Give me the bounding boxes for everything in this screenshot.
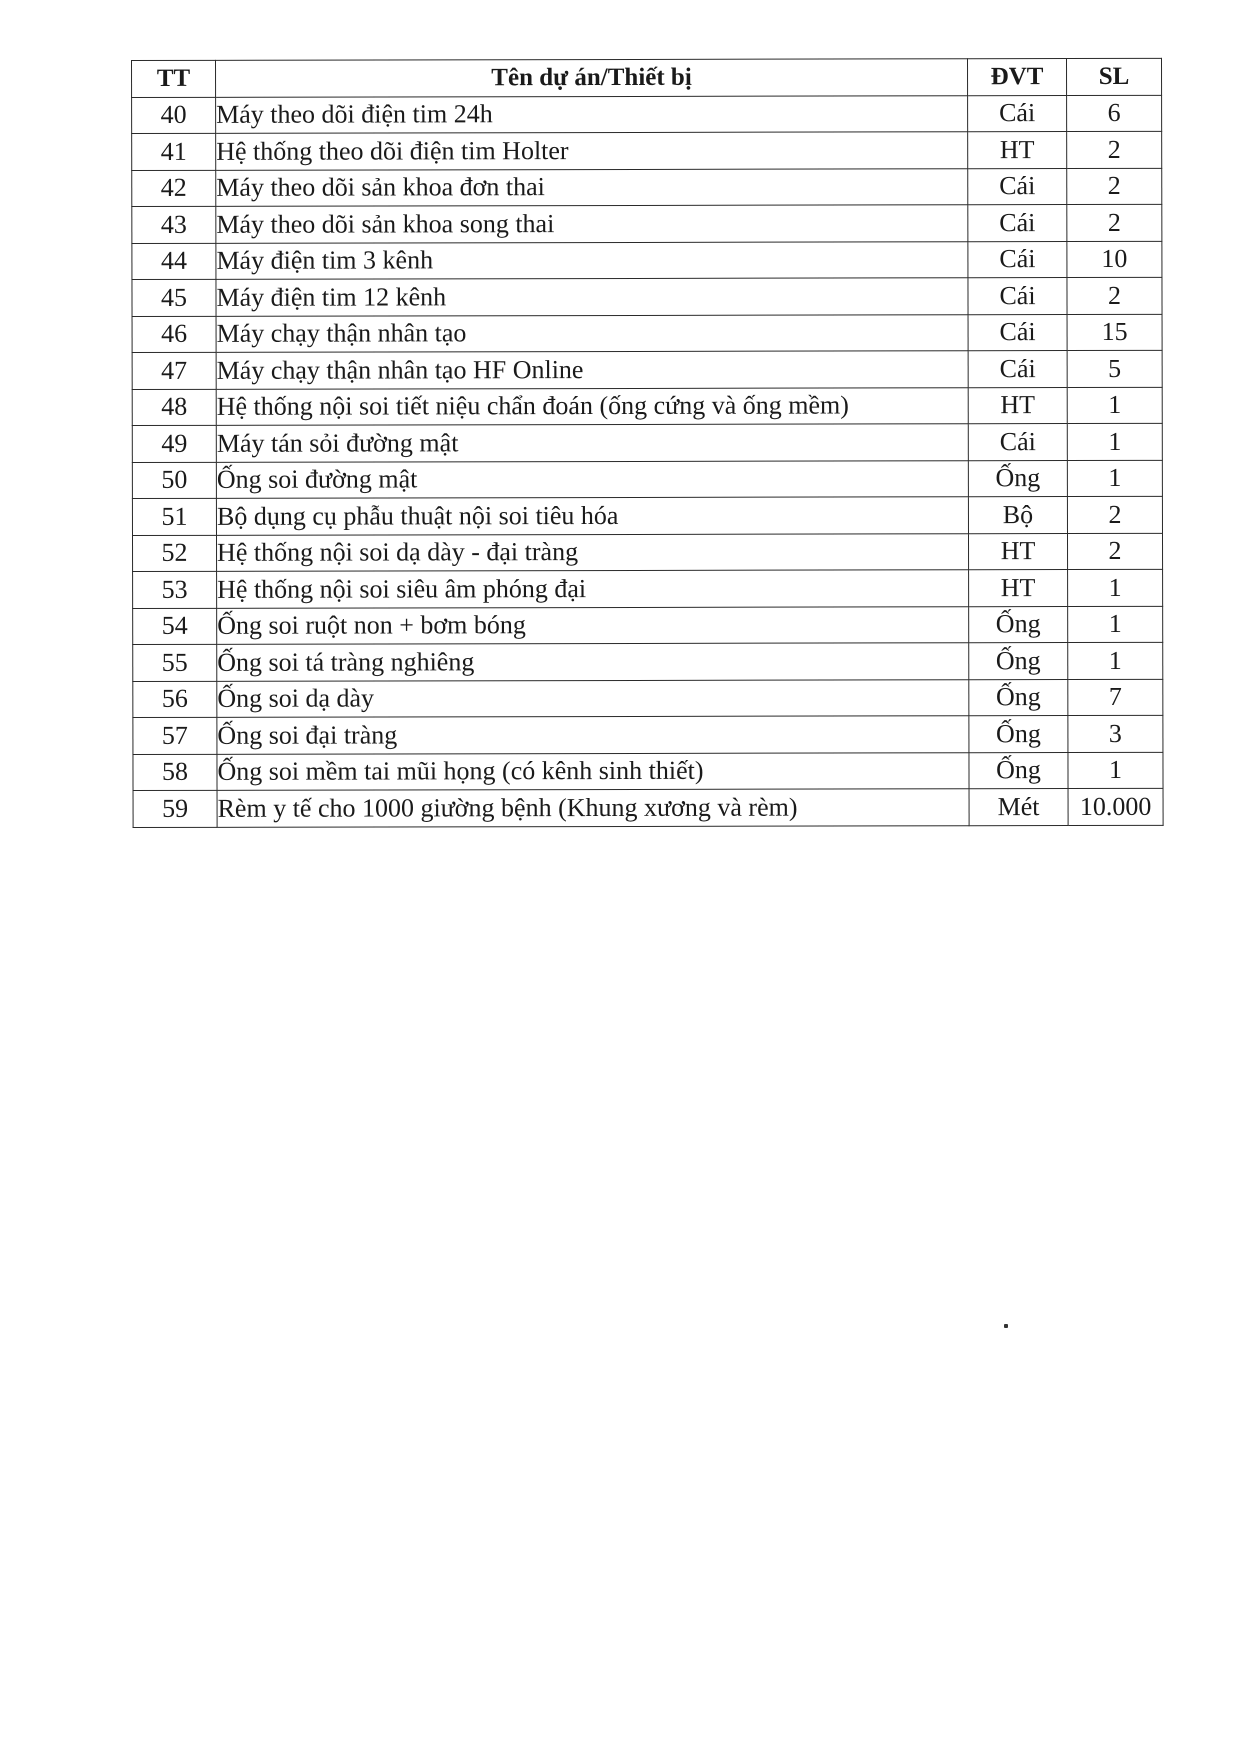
table-row	[133, 788, 1163, 827]
cell-name: Ống soi ruột non + bơm bóng	[217, 606, 969, 644]
cell-tt: 49	[132, 425, 216, 462]
cell-unit: Bộ	[968, 497, 1067, 534]
cell-unit: Cái	[968, 241, 1067, 278]
cell-tt: 41	[132, 133, 216, 170]
cell-tt: 43	[132, 206, 216, 243]
table-row	[133, 606, 1163, 645]
cell-unit: Ống	[968, 460, 1067, 497]
table-row	[132, 460, 1162, 499]
cell-tt: 47	[132, 352, 216, 389]
table-row	[133, 752, 1163, 791]
table-row	[132, 496, 1162, 535]
table-row	[132, 533, 1162, 572]
cell-name: Bộ dụng cụ phẫu thuật nội soi tiêu hóa	[216, 497, 968, 535]
cell-qty: 1	[1067, 460, 1162, 497]
cell-unit: Cái	[968, 314, 1067, 351]
cell-name: Hệ thống nội soi siêu âm phóng đại	[217, 570, 969, 608]
cell-qty: 2	[1067, 496, 1162, 533]
cell-tt: 46	[132, 316, 216, 353]
cell-name: Máy theo dõi sản khoa song thai	[216, 205, 968, 243]
table-row	[132, 168, 1162, 207]
table-row	[133, 715, 1163, 754]
header-qty: SL	[1066, 58, 1161, 95]
table-row	[132, 423, 1162, 462]
cell-unit: Cái	[968, 424, 1067, 461]
cell-name: Hệ thống nội soi tiết niệu chẩn đoán (ống cứng và ống mềm)	[216, 387, 968, 425]
cell-tt: 48	[132, 389, 216, 426]
cell-unit: Cái	[968, 278, 1067, 315]
table-row	[132, 241, 1162, 280]
cell-name: Máy chạy thận nhân tạo HF Online	[216, 351, 968, 389]
cell-qty: 15	[1067, 314, 1162, 351]
cell-unit: Ống	[969, 679, 1068, 716]
cell-qty: 1	[1068, 752, 1163, 789]
cell-tt: 55	[133, 644, 217, 681]
cell-qty: 2	[1067, 204, 1162, 241]
cell-unit: HT	[968, 132, 1067, 169]
cell-tt: 53	[133, 571, 217, 608]
cell-unit: Cái	[968, 168, 1067, 205]
table-row	[132, 387, 1162, 426]
cell-unit: Ống	[969, 752, 1068, 789]
table-row	[133, 569, 1163, 608]
cell-qty: 1	[1068, 606, 1163, 643]
cell-tt: 40	[132, 97, 216, 134]
cell-name: Ống soi dạ dày	[217, 679, 969, 717]
table-header-row	[132, 58, 1162, 97]
equipment-table	[131, 58, 1164, 828]
cell-tt: 51	[132, 498, 216, 535]
table-row	[132, 314, 1162, 353]
cell-qty: 3	[1068, 715, 1163, 752]
cell-qty: 2	[1067, 168, 1162, 205]
cell-name: Ống soi mềm tai mũi họng (có kênh sinh thiết)	[217, 752, 969, 790]
cell-tt: 57	[133, 717, 217, 754]
cell-unit: Ống	[969, 716, 1068, 753]
cell-tt: 59	[133, 790, 217, 827]
cell-unit: HT	[969, 570, 1068, 607]
cell-qty: 1	[1067, 423, 1162, 460]
cell-unit: Cái	[968, 95, 1067, 132]
table-row	[133, 679, 1163, 718]
table-row	[132, 95, 1162, 134]
cell-name: Máy điện tim 12 kênh	[216, 278, 968, 316]
cell-name: Rèm y tế cho 1000 giường bệnh (Khung xương và rèm)	[217, 789, 969, 827]
cell-tt: 52	[132, 535, 216, 572]
cell-unit: HT	[968, 533, 1067, 570]
cell-name: Máy chạy thận nhân tạo	[216, 314, 968, 352]
cell-qty: 5	[1067, 350, 1162, 387]
cell-unit: Mét	[969, 789, 1068, 826]
table-row	[132, 277, 1162, 316]
cell-qty: 7	[1068, 679, 1163, 716]
cell-qty: 2	[1067, 131, 1162, 168]
cell-name: Hệ thống nội soi dạ dày - đại tràng	[216, 533, 968, 571]
table-row	[133, 642, 1163, 681]
cell-unit: Ống	[969, 606, 1068, 643]
cell-name: Máy theo dõi điện tim 24h	[216, 95, 968, 133]
cell-tt: 54	[133, 608, 217, 645]
scan-speck	[1004, 1324, 1008, 1328]
cell-tt: 45	[132, 279, 216, 316]
cell-unit: Cái	[968, 205, 1067, 242]
cell-qty: 1	[1068, 569, 1163, 606]
cell-tt: 50	[132, 462, 216, 499]
header-name: Tên dự án/Thiết bị	[216, 59, 968, 97]
cell-qty: 1	[1068, 642, 1163, 679]
cell-qty: 2	[1067, 533, 1162, 570]
cell-tt: 44	[132, 243, 216, 280]
header-tt: TT	[132, 60, 216, 97]
cell-qty: 10	[1067, 241, 1162, 278]
cell-tt: 42	[132, 170, 216, 207]
table-row	[132, 350, 1162, 389]
cell-tt: 58	[133, 754, 217, 791]
header-unit: ĐVT	[967, 59, 1066, 96]
cell-tt: 56	[133, 681, 217, 718]
cell-unit: Ống	[969, 643, 1068, 680]
table-row	[132, 131, 1162, 170]
cell-qty: 6	[1067, 95, 1162, 132]
cell-qty: 10.000	[1068, 788, 1163, 825]
table-row	[132, 204, 1162, 243]
cell-unit: HT	[968, 387, 1067, 424]
cell-name: Máy theo dõi sản khoa đơn thai	[216, 168, 968, 206]
cell-unit: Cái	[968, 351, 1067, 388]
cell-name: Ống soi tá tràng nghiêng	[217, 643, 969, 681]
cell-name: Máy điện tim 3 kênh	[216, 241, 968, 279]
cell-qty: 1	[1067, 387, 1162, 424]
cell-name: Ống soi đại tràng	[217, 716, 969, 754]
cell-name: Máy tán sỏi đường mật	[216, 424, 968, 462]
cell-name: Hệ thống theo dõi điện tim Holter	[216, 132, 968, 170]
cell-name: Ống soi đường mật	[216, 460, 968, 498]
cell-qty: 2	[1067, 277, 1162, 314]
